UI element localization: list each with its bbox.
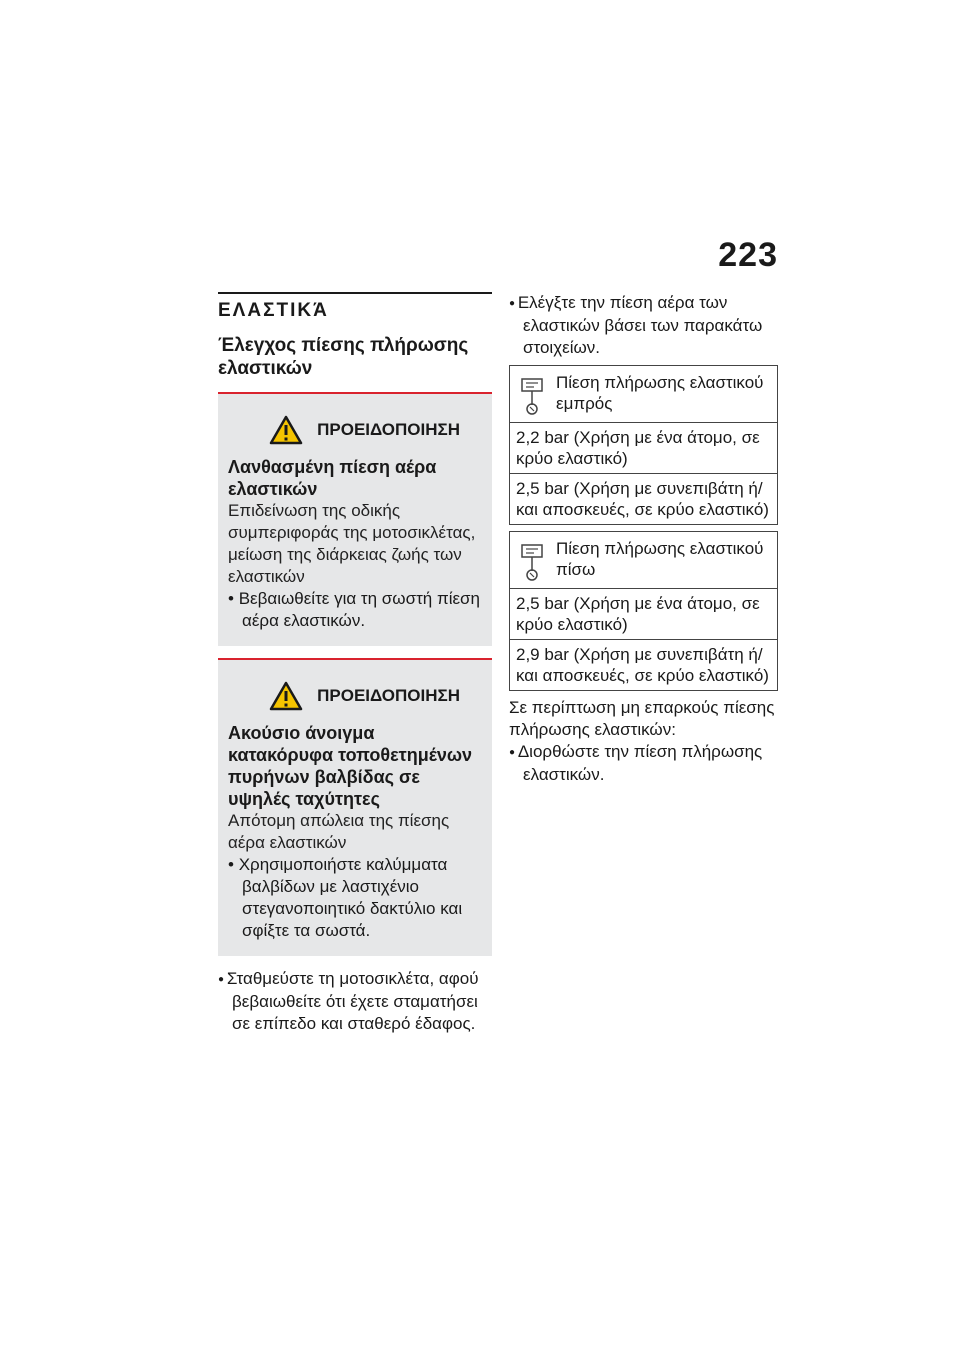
subsection-title: Έλεγχος πίεσης πλήρωσης ελαστικών (218, 335, 469, 379)
step-correct-pressure: ● Διορθώστε την πίεση πλήρωσης ελαστικών. (509, 741, 778, 786)
warning-triangle-icon (269, 415, 303, 445)
warning-label: ΠΡΟΕΙΔΟΠΟΙΗΣΗ (317, 420, 460, 439)
warning-title: Λανθασμένη πίεση αέρα ελαστικών (228, 457, 437, 499)
section-title: ΕΛΑΣΤΙΚΆ (218, 300, 329, 321)
step-park-motorcycle: ● Σταθμεύστε τη μοτοσικλέτα, αφού βεβαιωθείτε ότι έχετε σταματήσει σε επίπεδο και σταθερό έδαφος. (218, 968, 492, 1035)
right-column (509, 292, 778, 786)
spec-table-header (510, 366, 778, 423)
spec-table-header (510, 532, 778, 589)
warning-action: • Χρησιμοποιήστε καλύμματα βαλβίδων με λαστιχένιο στεγανοποιητικό δακτύλιο και σφίξτε τα σωστά. (228, 854, 482, 942)
warning-box-valve-cores (218, 658, 492, 956)
left-column (218, 292, 492, 1035)
warning-action: • Βεβαιωθείτε για τη σωστή πίεση αέρα ελαστικών. (228, 588, 482, 632)
tire-pressure-gauge-icon (518, 542, 546, 582)
warning-box-tire-pressure (218, 392, 492, 646)
warning-label: ΠΡΟΕΙΔΟΠΟΙΗΣΗ (317, 686, 460, 705)
spec-table-heading: Πίεση πλήρωσης ελαστικού εμπρός (556, 373, 764, 413)
page-number: 223 (718, 236, 778, 274)
section-divider (218, 292, 492, 294)
warning-triangle-icon (269, 681, 303, 711)
spec-table-rear (509, 531, 778, 691)
spec-table-row: 2,5 bar (Χρήση με συνεπιβάτη ή/και αποσκευές, σε κρύο ελαστικό) (510, 474, 778, 525)
warning-consequence: Απότομη απώλεια της πίεσης αέρα ελαστικών (228, 811, 450, 852)
spec-table-row: 2,9 bar (Χρήση με συνεπιβάτη ή/και αποσκευές, σε κρύο ελαστικό) (510, 640, 778, 691)
tire-pressure-gauge-icon (518, 376, 546, 416)
step-check-pressure: ● Ελέγξτε την πίεση αέρα των ελαστικών βάσει των παρακάτω στοιχείων. (509, 292, 778, 359)
insufficient-pressure-note: Σε περίπτωση μη επαρκούς πίεσης πλήρωσης ελαστικών: (509, 698, 775, 739)
spec-table-row: 2,5 bar (Χρήση με ένα άτομο, σε κρύο ελαστικό) (510, 589, 778, 640)
warning-title: Ακούσιο άνοιγμα κατακόρυφα τοποθετημένων πυρήνων βαλβίδας σε υψηλές ταχύτητες (228, 723, 473, 809)
spec-table-front (509, 365, 778, 525)
warning-header (228, 678, 482, 714)
warning-header (228, 412, 482, 448)
warning-consequence: Επιδείνωση της οδικής συμπεριφοράς της μοτοσικλέτας, μείωση της διάρκειας ζωής των ελαστικών (228, 501, 476, 586)
spec-table-row: 2,2 bar (Χρήση με ένα άτομο, σε κρύο ελαστικό) (510, 423, 778, 474)
spec-table-heading: Πίεση πλήρωσης ελαστικού πίσω (556, 539, 764, 579)
